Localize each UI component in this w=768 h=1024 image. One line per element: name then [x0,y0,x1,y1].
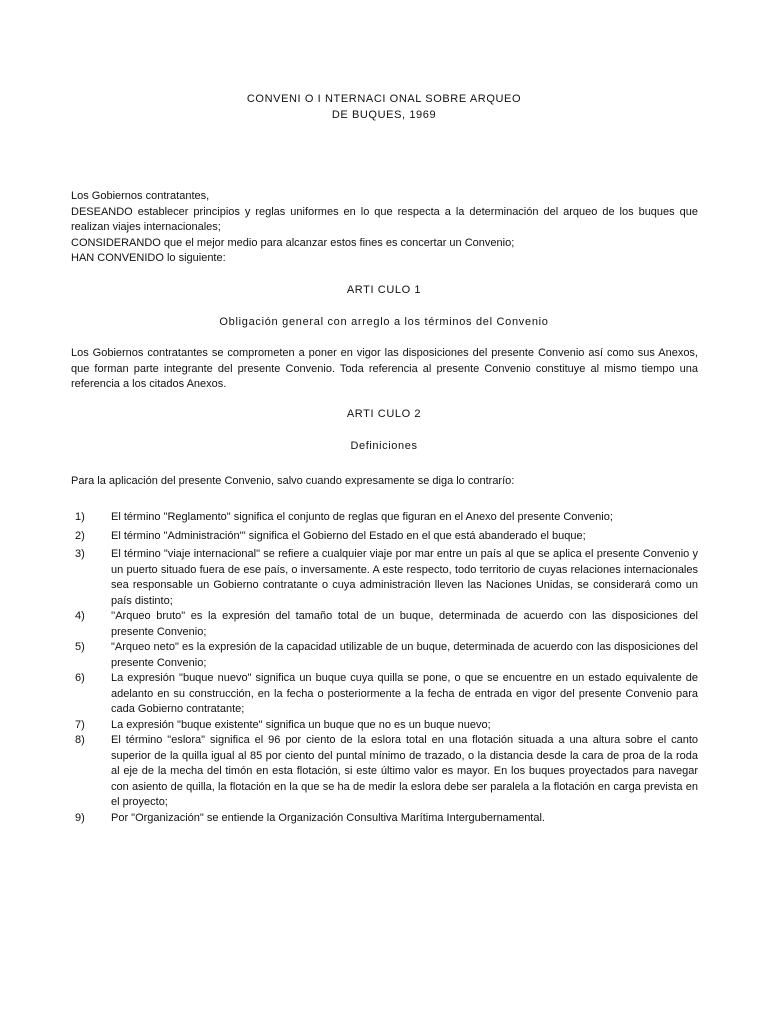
list-item [71,529,698,545]
list-item [71,640,698,671]
article-2-intro-text: Para la aplicación del presente Convenio, salvo cuando expresamente se diga lo contrarío: [71,475,515,487]
preamble-line: Los Gobiernos contratantes, [71,190,210,202]
preamble-line: DESEANDO establecer principios y reglas uniformes en lo que respecta a la determinación del arqueo de los buques que realizan viajes internacionales; [71,205,698,233]
article-2-heading: ARTI CULO 2 [346,408,422,420]
list-item-text: El término "eslora" significa el 96 por ciento de la eslora total en una flotación situada a una altura sobre el canto superior de la quilla igual al 85 por ciento del puntal mínimo de trazado, o la distancia desde la cara de proa de la roda al eje de la mecha del timón en esta flotación, si este último valor es mayor. En los buques proyectados para navegar con asiento de quilla, la flotación en la que se ha de medir la eslora debe ser paralela a la flotación en carga prevista en el proyecto; [111,734,698,808]
preamble [71,189,698,267]
article-1-heading: ARTI CULO 1 [346,284,422,296]
list-item-number: 2) [75,529,85,542]
list-item-text: El término "viaje internacional" se refiere a cualquier viaje por mar entre un país al que se aplica el presente Convenio y un puerto situado fuera de ese país, o inversamente. A este respecto, todo territorio de cuyas relaciones internacionales sea responsable un Gobierno contratante o cuya administración lleven las Naciones Unidas, se considerará como un país distinto; [111,548,698,607]
document-title-line-1: CONVENI O I NTERNACI ONAL SOBRE ARQUEO [246,93,522,105]
definitions-list [71,510,698,826]
list-item-number: 1) [75,511,85,523]
list-item [71,547,698,609]
article-2-subheading: Definiciones [350,440,418,452]
list-item [71,718,698,734]
list-item-text: Por "Organización" se entiende la Organización Consultiva Marítima Intergubernamental. [111,811,545,824]
list-item-text: El término "Administración'" significa el Gobierno del Estado en el que está abanderado el buque; [111,529,586,542]
list-item-number: 6) [75,672,85,684]
list-item [71,671,698,718]
list-item-number: 8) [75,734,85,746]
list-item-number: 4) [75,610,85,622]
list-item-text: La expresión "buque existente" significa un buque que no es un buque nuevo; [111,718,491,731]
list-item-number: 9) [75,811,85,824]
preamble-line: HAN CONVENIDO lo siguiente: [71,252,226,264]
list-item-number: 7) [75,718,85,731]
list-item-number: 5) [75,641,85,653]
list-item [71,733,698,811]
preamble-line: CONSIDERANDO que el mejor medio para alcanzar estos fines es concertar un Convenio; [71,236,515,249]
list-item-text: La expresión "buque nuevo" significa un buque cuya quilla se pone, o que se encuentre en un estado equivalente de adelanto en su construcción, en la fecha o posteriormente a la fecha de entrada en vigor del presente Convenio para cada Gobierno contratante; [111,672,698,715]
document-title-line-2: DE BUQUES, 1969 [331,109,437,121]
article-1-text: Los Gobiernos contratantes se comprometen a poner en vigor las disposiciones del presente Convenio así como sus Anexos, que forman parte integrante del presente Convenio. Toda referencia al presente Convenio constituye al mismo tiempo una referencia a los citados Anexos. [71,347,698,390]
list-item-text: "Arqueo neto" es la expresión de la capacidad utilizable de un buque, determinada de acuerdo con las disposiciones del presente Convenio; [111,641,698,669]
list-item [71,811,698,827]
list-item-text: El término "Reglamento" significa el conjunto de reglas que figuran en el Anexo del presente Convenio; [111,511,613,523]
list-item-text: ''Arqueo bruto" es la expresión del tamaño total de un buque, determinada de acuerdo con las disposiciones del presente Convenio; [111,610,698,638]
list-item [71,510,698,526]
list-item-number: 3) [75,548,85,560]
article-1-subheading: Obligación general con arreglo a los términos del Convenio [219,316,549,328]
list-item [71,609,698,640]
